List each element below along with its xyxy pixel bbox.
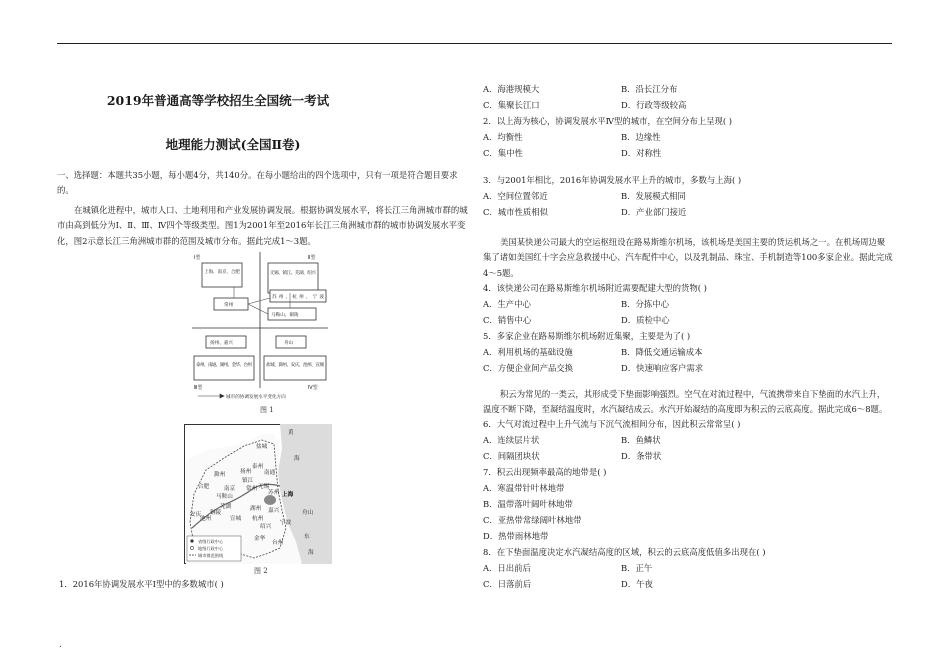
passage-1: 在城镇化进程中，城市人口、土地利用和产业发展协调发展。根据协调发展水平，将长江三角洲城市群的城市由高到低分为Ⅰ、Ⅱ、Ⅲ、Ⅳ四个等级类型。图1为2001年至2016年长江三角洲城市群的城市协调发展水平变化，图2示意长江三角洲城市群的范围及城市分布。据此完成1～3题。	[57, 205, 468, 246]
map-label: 杭州	[252, 516, 264, 522]
passage-3: 积云为常见的一类云，其形成受下垫面影响强烈。空气在对流过程中，气流携带来自下垫面的水汽上升，温度不断下降，至凝结温度时，水汽凝结成云。水汽开始凝结的高度即为积云的云底高度。据此完成6～8题。	[483, 389, 888, 415]
figure-2-caption: 图 2	[254, 567, 268, 575]
option[interactable]: C．方便企业间产品交换	[483, 363, 574, 373]
fig1-quadrant-label: Ⅱ型	[308, 255, 316, 261]
instructions: 一、选择题：本题共35小题，每小题4分，共140分。在每小题给出的四个选项中，只有一项是符合题目要求的。	[57, 170, 458, 196]
option[interactable]: B．鱼鳞状	[621, 435, 661, 445]
option[interactable]: B．降低交通运输成本	[621, 347, 703, 357]
option[interactable]: A．生产中心	[483, 299, 531, 309]
map-label: 泰州	[252, 464, 264, 470]
fig1-axis-caption: 城市的协调发展水平变化方向	[226, 395, 286, 400]
option[interactable]: D．午夜	[621, 579, 653, 589]
figure-1-caption: 图 1	[260, 406, 274, 414]
map-label: 合肥	[198, 484, 210, 490]
q1-options-row	[483, 98, 893, 114]
option[interactable]: A．空间位置邻近	[483, 191, 548, 201]
map-legend-item: 地级行政中心	[198, 546, 224, 551]
map-label: 南通	[264, 470, 276, 476]
map-label: 宣城	[230, 516, 242, 522]
option[interactable]: A．海港规模大	[483, 84, 540, 94]
option[interactable]: C．销售中心	[483, 315, 532, 325]
option[interactable]: D．产业部门接近	[621, 207, 687, 217]
q4-options-row	[483, 313, 893, 329]
fig1-quadrant-label: Ⅲ型	[194, 385, 203, 391]
map-label: 湖州	[250, 506, 262, 512]
option[interactable]: D．条带状	[621, 451, 662, 461]
option[interactable]: C．集中性	[483, 148, 523, 158]
option[interactable]: B．分拣中心	[621, 299, 670, 309]
map-label: 滁州	[214, 472, 226, 478]
option[interactable]: D．对称性	[621, 148, 662, 158]
map-legend-item: 省级行政中心	[198, 539, 224, 544]
question-4: 4．该快递公司在路易斯维尔机场附近需要配建大型的货物( )	[483, 283, 707, 293]
map-label: 安庆	[190, 512, 202, 518]
question-3: 3．与2001年相比，2016年协调发展水平上升的城市，多数与上海( )	[483, 175, 742, 185]
map-label: 宁波	[280, 520, 292, 526]
header-rule	[57, 43, 892, 44]
question-3-block	[483, 173, 893, 221]
question-5: 5．多家企业在路易斯维尔机场附近集聚，主要是为了( )	[483, 331, 691, 341]
map-label: 扬州	[240, 469, 252, 475]
map-label: 海	[294, 456, 300, 462]
map-label: 台州	[272, 540, 284, 546]
option[interactable]: D．行政等级较高	[621, 100, 687, 110]
taihu-lake	[264, 495, 276, 505]
q3-options-row	[483, 189, 893, 205]
map-label: 苏州	[268, 490, 280, 496]
question-2: 2．以上海为核心，协调发展水平Ⅳ型的城市，在空间分布上呈现( )	[483, 116, 733, 126]
question-1: 1．2016年协调发展水平Ⅰ型中的多数城市( )	[59, 579, 224, 589]
map-label: 上海	[282, 492, 294, 498]
passage-2: 美国某快递公司最大的空运枢纽设在路易斯维尔机场，该机场是美国主要的货运机场之一。在机场周边聚集了诸如美国红十字会应急救援中心、汽车配件中心，以及乳制品、珠宝、手机制造等100多家企业。据此完成4～5题。	[483, 237, 893, 278]
q2-options-row	[483, 130, 893, 146]
right-column-top	[483, 82, 893, 162]
fig1-box: 泰州、南通、湖州、金华、台州	[196, 363, 252, 368]
q5-options-row	[483, 345, 893, 361]
fig1-box: 舟山	[284, 341, 294, 346]
q2-options-row	[483, 146, 893, 162]
option[interactable]: B．正午	[621, 563, 653, 573]
map-label: 嘉兴	[268, 508, 280, 514]
option[interactable]: D．质检中心	[621, 315, 670, 325]
fig1-quadrant-label: Ⅰ型	[194, 255, 201, 261]
question-6: 6．大气对流过程中上升气流与下沉气流相间分布，因此积云常常呈( )	[483, 419, 741, 429]
map-label: 马鞍山	[216, 494, 233, 500]
option[interactable]: D．热带雨林地带	[483, 531, 549, 541]
map-legend-item: 城市群范围线	[198, 553, 224, 558]
q4-options-row	[483, 297, 893, 313]
fig1-box: 盐城、滁州、安庆、池州、宣城	[266, 363, 324, 368]
map-label: 铜陵	[210, 510, 222, 516]
map-label: 绍兴	[260, 524, 272, 530]
exam-title: 2019年普通高等学校招生全国统一考试	[106, 93, 330, 108]
q8-options-row	[483, 577, 893, 593]
option[interactable]: B．边缘性	[621, 132, 661, 142]
q1-options-row	[483, 82, 893, 98]
option[interactable]: A．寒温带针叶林地带	[483, 483, 565, 493]
question-6-8-block	[483, 417, 893, 593]
option[interactable]: B．温带落叶阔叶林地带	[483, 499, 573, 509]
q5-options-row	[483, 361, 893, 377]
fig1-box: 上海、南京、合肥	[204, 270, 240, 275]
map-label: 舟山	[302, 510, 314, 516]
option[interactable]: B．沿长江分布	[621, 84, 678, 94]
q6-options-row	[483, 449, 893, 465]
fig1-box: 马鞍山、铜陵	[271, 313, 299, 318]
map-label: 镇江	[242, 478, 254, 484]
question-7: 7．积云出现频率最高的地带是( )	[483, 467, 607, 477]
option[interactable]: B．发展模式相同	[621, 191, 686, 201]
map-label: 常州	[246, 486, 258, 492]
option[interactable]: A．均衡性	[483, 132, 523, 142]
q8-options-row	[483, 561, 893, 577]
option[interactable]: C．日落前后	[483, 579, 532, 589]
option[interactable]: A．连续层片状	[483, 435, 540, 445]
fig1-box: 常州	[224, 303, 234, 308]
fig1-quadrant-label: Ⅳ型	[308, 385, 318, 391]
fig1-box: 苏州、杭州、宁波	[272, 295, 324, 300]
map-label: 芜湖	[220, 504, 232, 510]
fig1-box: 扬州、嘉兴	[210, 341, 233, 346]
map-label: 海	[308, 550, 314, 556]
map-label: 无锡	[258, 484, 270, 490]
map-label: 黄	[288, 430, 294, 436]
question-8: 8．在下垫面温度决定水汽凝结高度的区域，积云的云底高度低值多出现在( )	[483, 547, 766, 557]
map-label: 南京	[224, 486, 236, 492]
q3-options-row	[483, 205, 893, 221]
option[interactable]: D．快速响应客户需求	[621, 363, 704, 373]
map-label: 金华	[254, 536, 266, 542]
map-label: 盐城	[256, 444, 268, 450]
question-4-5-block	[483, 281, 893, 377]
option[interactable]: C．城市性质相似	[483, 207, 549, 217]
map-label: 东	[304, 534, 310, 540]
fig1-box: 无锡、镇江、芜湖、绍兴	[270, 271, 316, 276]
option[interactable]: C．亚热带常绿阔叶林地带	[483, 515, 582, 525]
option[interactable]: C．间隔团块状	[483, 451, 540, 461]
footer-mark: .	[59, 640, 62, 650]
option[interactable]: C．集聚长江口	[483, 100, 540, 110]
map-label: 池州	[200, 516, 212, 522]
figure-1-quadrant-chart	[190, 250, 330, 402]
q6-options-row	[483, 433, 893, 449]
option[interactable]: A．日出前后	[483, 563, 531, 573]
figure-2-map	[184, 424, 332, 564]
option[interactable]: A．利用机场的基础设施	[483, 347, 573, 357]
exam-subtitle: 地理能力测试(全国Ⅱ卷)	[165, 137, 301, 152]
